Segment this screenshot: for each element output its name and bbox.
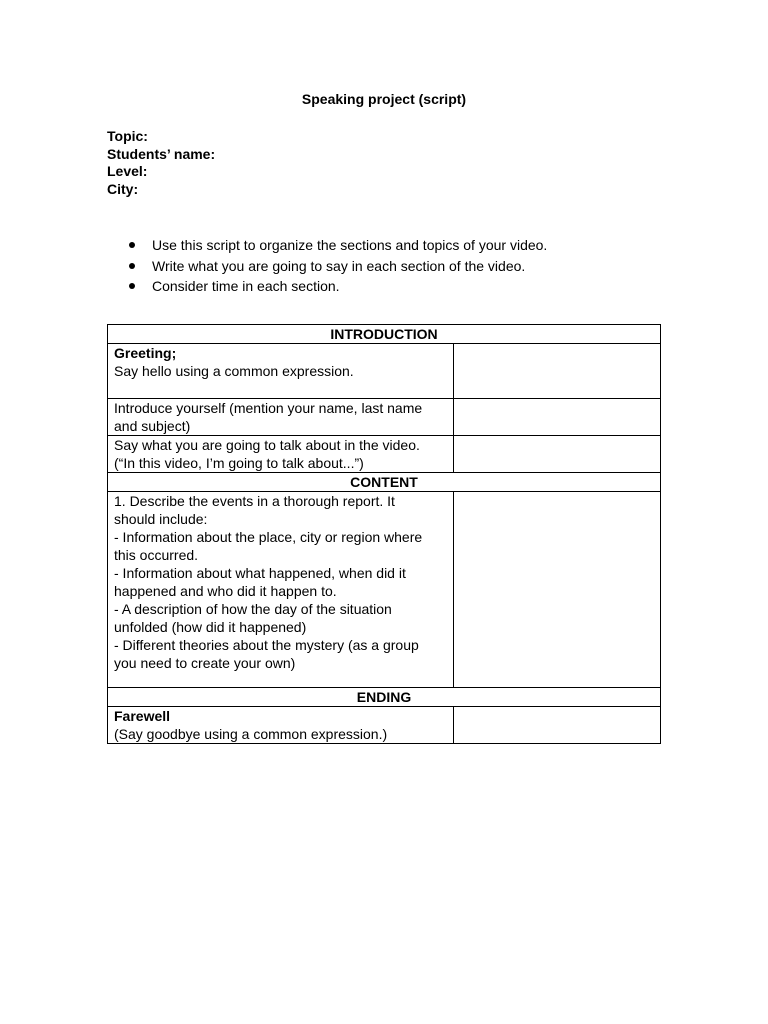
instruction-text: Use this script to organize the sections and topics of your video. — [152, 237, 548, 253]
instructions-list — [107, 235, 547, 297]
content-line: - Information about what happened, when did it — [114, 565, 406, 581]
farewell-row — [108, 707, 661, 744]
level-label: Level: — [107, 163, 148, 179]
greeting-row — [108, 344, 661, 399]
ending-header: ENDING — [108, 688, 661, 707]
content-line: - Information about the place, city or region where — [114, 529, 423, 545]
content-line: - Different theories about the mystery (as a group — [114, 637, 419, 653]
bullet-icon — [129, 283, 135, 289]
introduce-cell — [108, 399, 454, 436]
greeting-text: Say hello using a common expression. — [114, 363, 354, 379]
content-line: this occurred. — [114, 547, 199, 563]
introduce-row — [108, 399, 661, 436]
content-line: 1. Describe the events in a thorough report. It — [114, 493, 395, 509]
topic-line: Say what you are going to talk about in the video. — [114, 437, 420, 453]
topic-cell — [108, 436, 454, 473]
introduce-line: and subject) — [114, 418, 191, 434]
instruction-text: Write what you are going to say in each section of the video. — [152, 257, 526, 274]
content-row — [108, 492, 661, 688]
greeting-answer-cell[interactable] — [454, 344, 661, 399]
instruction-item — [107, 276, 547, 297]
greeting-title: Greeting; — [114, 345, 177, 361]
content-line: happened and who did it happen to. — [114, 583, 337, 599]
content-line: you need to create your own) — [114, 655, 296, 671]
bullet-icon — [129, 242, 135, 248]
topic-answer-cell[interactable] — [454, 436, 661, 473]
farewell-cell — [108, 707, 454, 744]
greeting-cell — [108, 344, 454, 399]
students-name-label: Students’ name: — [107, 145, 216, 162]
topic-row — [108, 436, 661, 473]
instruction-item — [107, 235, 547, 256]
page-title: Speaking project (script) — [301, 91, 467, 107]
instruction-text: Consider time in each section. — [152, 278, 340, 294]
topic-label: Topic: — [107, 128, 148, 144]
content-line: unfolded (how did it happened) — [114, 619, 307, 635]
introduction-header: INTRODUCTION — [108, 325, 661, 344]
content-header: CONTENT — [108, 473, 661, 492]
farewell-answer-cell[interactable] — [454, 707, 661, 744]
introduce-line: Introduce yourself (mention your name, last name — [114, 400, 423, 416]
introduce-answer-cell[interactable] — [454, 399, 661, 436]
farewell-title: Farewell — [114, 708, 171, 724]
content-line: - A description of how the day of the situation — [114, 601, 392, 617]
student-info-fields — [107, 128, 215, 198]
content-line: should include: — [114, 511, 208, 527]
farewell-text: (Say goodbye using a common expression.) — [114, 726, 388, 742]
ending-header-row — [108, 688, 661, 707]
instruction-item — [107, 256, 547, 277]
script-table — [107, 324, 661, 744]
content-cell — [108, 492, 454, 688]
topic-line: (“In this video, I’m going to talk about...”) — [114, 455, 364, 471]
introduction-header-row — [108, 325, 661, 344]
content-header-row — [108, 473, 661, 492]
bullet-icon — [129, 263, 135, 269]
city-label: City: — [107, 180, 139, 197]
content-answer-cell[interactable] — [454, 492, 661, 688]
